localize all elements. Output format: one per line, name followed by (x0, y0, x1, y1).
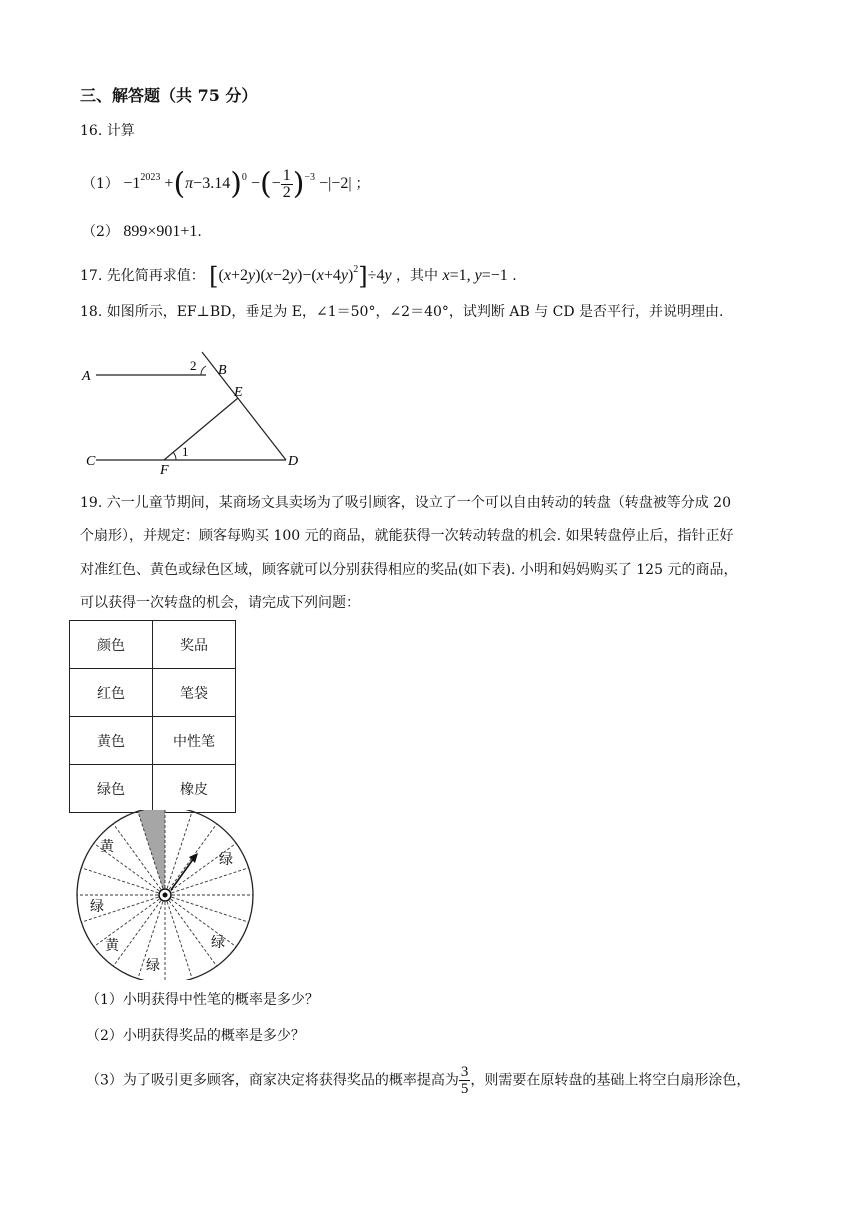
angle2-label: 2 (190, 358, 197, 373)
q16-part2-expression: 899×901+1 (123, 223, 198, 240)
q19-sub3-fraction (459, 1064, 471, 1097)
q19-line-3: 对准红色、黄色或绿色区域，顾客就可以分别获得相应的奖品(如下表). 小明和妈妈购买了 125 元的商品， (80, 562, 738, 578)
q16-part1-suffix: ； (355, 176, 370, 193)
q16-part2-suffix: . (197, 224, 202, 240)
prize-table (69, 620, 236, 813)
q18-text: 18. 如图所示，EF⊥BD，垂足为 E，∠1＝50°，∠2＝40°，试判断 AB 与 CD 是否平行，并说明理由. (80, 304, 724, 320)
q16-part2 (82, 222, 202, 242)
table-cell: 绿色 (70, 765, 153, 813)
table-row (70, 669, 236, 717)
sector-divider (81, 868, 158, 893)
q18-geometry-figure (76, 348, 316, 476)
line-bd (202, 352, 286, 460)
spinner-wheel (76, 810, 256, 980)
sector-label-green: 绿 (211, 936, 225, 951)
angle1-arc (173, 452, 176, 460)
table-row (70, 717, 236, 765)
q19-line-1: 19. 六一儿童节期间，某商场文具卖场为了吸引顾客，设立了一个可以自由转动的转盘（转盘被等分成 20 (80, 495, 731, 511)
point-a-label: A (82, 369, 91, 384)
table-cell: 橡皮 (153, 765, 236, 813)
table-header-cell: 奖品 (153, 621, 236, 669)
table-cell: 黄色 (70, 717, 153, 765)
angle1-label: 1 (182, 444, 189, 459)
angle2-arc (201, 366, 206, 375)
table-header-cell: 颜色 (70, 621, 153, 669)
q16-part2-number: （2） (82, 224, 119, 240)
sector-divider (172, 868, 249, 893)
wheel-hub-center (163, 893, 168, 898)
point-c-label: C (86, 454, 96, 469)
q17 (80, 260, 517, 291)
pointer-arrow-icon (189, 853, 198, 863)
pointer-shaft (171, 858, 194, 890)
point-e-label: E (234, 385, 243, 400)
sector-divider (172, 897, 249, 922)
table-cell: 中性笔 (153, 717, 236, 765)
table-cell: 红色 (70, 669, 153, 717)
q19-line-4: 可以获得一次转盘的机会，请完成下列问题： (80, 595, 360, 611)
point-d-label: D (288, 454, 299, 469)
sector-label-green: 绿 (219, 853, 233, 868)
q16-part1 (82, 168, 370, 201)
q16-part1-number: （1） (82, 176, 119, 193)
table-header-row (70, 621, 236, 669)
q19-sub3-text-before: （3）为了吸引更多顾客，商家决定将获得奖品的概率提高为 (86, 1072, 459, 1089)
q17-condition-text: ，其中 (396, 268, 439, 284)
point-b-label: B (218, 363, 227, 378)
q17-suffix: . (512, 268, 517, 284)
line-ef (164, 398, 238, 460)
fraction-denominator: 5 (460, 1081, 469, 1097)
q17-condition-values: x=1, y=−1 (442, 267, 508, 284)
section-title: 三、解答题（共 75 分） (80, 86, 258, 105)
q19-sub3 (86, 1064, 750, 1097)
table-cell: 笔袋 (153, 669, 236, 717)
sector-divider (171, 899, 237, 947)
sector-label-yellow: 黄 (100, 840, 114, 855)
sector-label-green: 绿 (90, 900, 104, 915)
fraction-numerator: 3 (460, 1064, 469, 1080)
point-f-label: F (160, 463, 169, 476)
sector-divider (169, 901, 217, 967)
q17-label: 17. 先化简再求值： (80, 268, 205, 284)
table-row (70, 765, 236, 813)
sector-divider (113, 901, 161, 967)
q16-label: 16. 计算 (80, 123, 135, 139)
q19-sub2: （2）小明获得奖品的概率是多少？ (86, 1028, 305, 1044)
q19-sub1: （1）小明获得中性笔的概率是多少？ (86, 992, 319, 1008)
sector-divider (167, 902, 192, 979)
q17-expression: $[(x+2y)(x-2y)-(x+4y)^2]\div 4y$ (209, 262, 392, 291)
sector-label-yellow: 黄 (105, 939, 119, 954)
q19-sub3-text-after: ，则需要在原转盘的基础上将空白扇形涂色， (470, 1072, 751, 1089)
q16-part1-expression: $-1^{2023} +(\pi-3.14)^0$ −(− $\frac{1}{2}$ )$^{-3}$ −|−2| (123, 166, 352, 202)
sector-label-green: 绿 (146, 959, 160, 974)
q19-line-2: 个扇形），并规定：顾客每购买 100 元的商品，就能获得一次转动转盘的机会. 如果转盘停止后，指针正好 (80, 528, 734, 544)
